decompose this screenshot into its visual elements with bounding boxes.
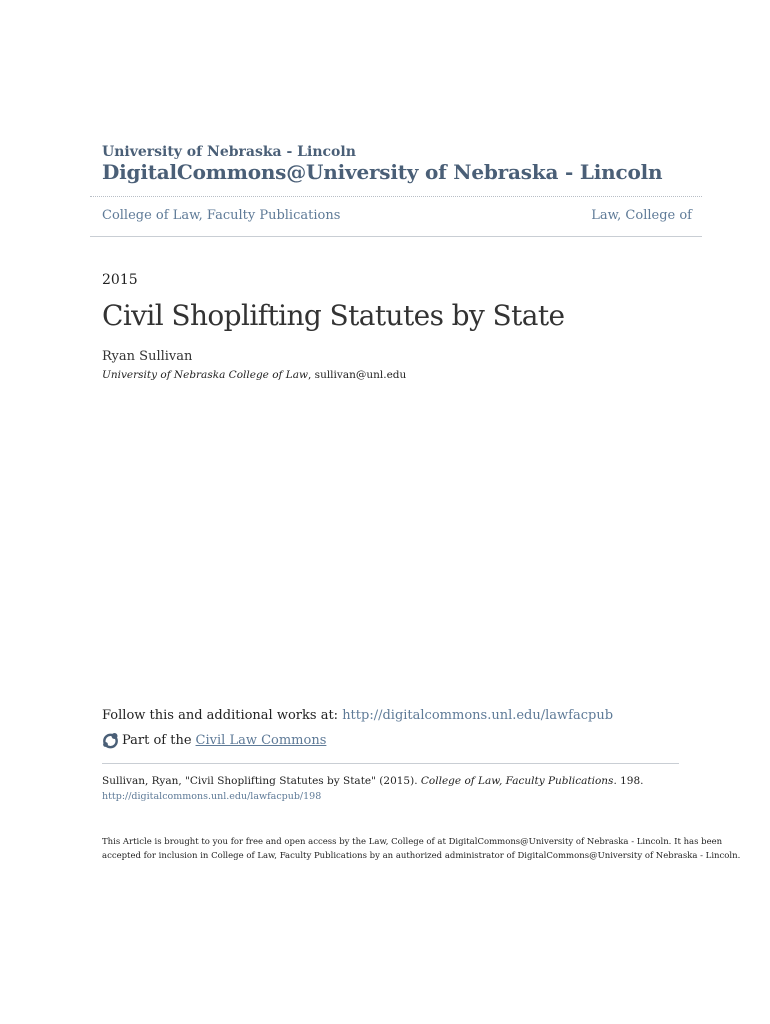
citation-text <box>102 775 644 787</box>
affiliation-institution: University of Nebraska College of Law <box>102 369 308 381</box>
follow-url-link[interactable]: http://digitalcommons.unl.edu/lawfacpub <box>342 708 614 723</box>
breadcrumb-department-link[interactable]: Law, College of <box>591 208 692 223</box>
article-title: Civil Shoplifting Statutes by State <box>102 299 565 332</box>
breadcrumb-divider <box>90 236 702 237</box>
institution-name: University of Nebraska - Lincoln <box>102 144 356 160</box>
access-notice-line-2: accepted for inclusion in College of Law, Faculty Publications by an authorized administrator of DigitalCommons@University of Nebraska - Lincoln. <box>102 851 741 861</box>
breadcrumb-series-link[interactable]: College of Law, Faculty Publications <box>102 208 341 223</box>
citation-prefix: Sullivan, Ryan, "Civil Shoplifting Statutes by State" (2015). <box>102 775 421 787</box>
citation-suffix: . 198. <box>613 775 644 787</box>
civil-law-commons-link[interactable]: Civil Law Commons <box>195 733 327 748</box>
publication-year: 2015 <box>102 272 138 288</box>
author-affiliation <box>102 369 406 381</box>
commons-network-icon <box>102 732 119 749</box>
follow-label: Follow this and additional works at: <box>102 708 343 723</box>
access-notice-line-1: This Article is brought to you for free and open access by the Law, College of at DigitalCommons@University of Nebraska - Lincoln. It has been <box>102 837 723 847</box>
citation-series: College of Law, Faculty Publications <box>420 775 614 787</box>
citation-divider <box>102 763 679 764</box>
header-divider <box>90 196 702 197</box>
follow-line <box>102 708 613 723</box>
citation-url-link[interactable]: http://digitalcommons.unl.edu/lawfacpub/198 <box>102 791 322 802</box>
author-name: Ryan Sullivan <box>102 349 193 364</box>
part-of-line <box>102 732 326 749</box>
author-email: , sullivan@unl.edu <box>308 369 407 381</box>
repository-name[interactable]: DigitalCommons@University of Nebraska - Lincoln <box>102 160 663 184</box>
part-of-label: Part of the <box>122 733 192 748</box>
